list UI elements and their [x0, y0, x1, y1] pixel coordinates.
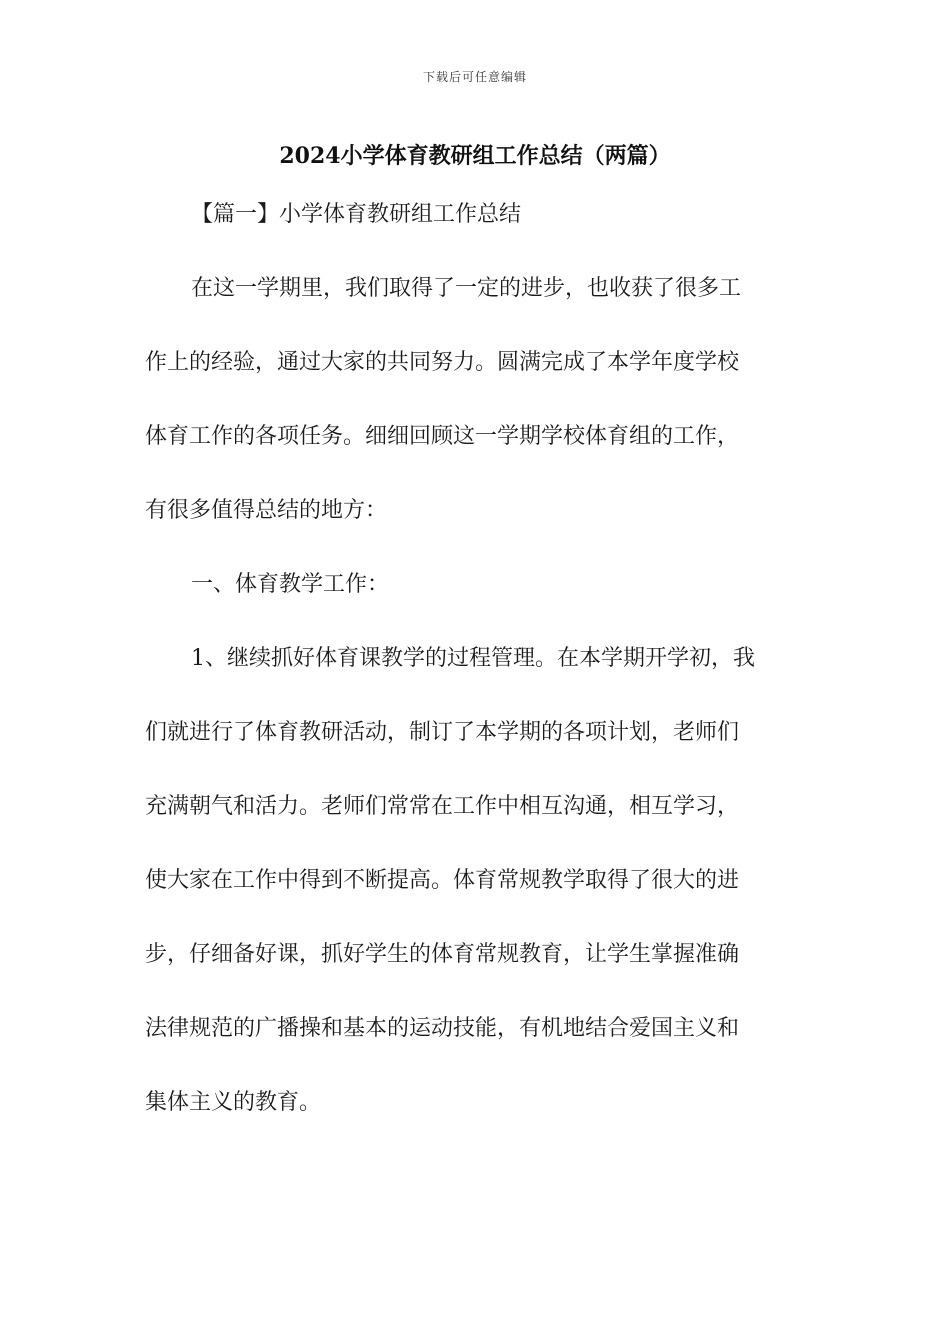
- paragraph-1-line-3: 体育工作的各项任务。细细回顾这一学期学校体育组的工作，: [145, 424, 740, 449]
- document-title: 2024小学体育教研组工作总结（两篇）: [279, 143, 671, 169]
- subheading-teaching-work: 一、体育教学工作：: [191, 572, 390, 597]
- paragraph-2-line-7: 集体主义的教育。: [145, 1090, 322, 1115]
- paragraph-2-line-1: 1、继续抓好体育课教学的过程管理。在本学期开学初，我: [191, 646, 755, 671]
- paragraph-2-line-4: 使大家在工作中得到不断提高。体育常规教学取得了很大的进: [145, 868, 740, 893]
- paragraph-2-line-3: 充满朝气和活力。老师们常常在工作中相互沟通，相互学习，: [145, 794, 740, 819]
- paragraph-1-line-4: 有很多值得总结的地方：: [145, 498, 388, 523]
- header-note: 下载后可任意编辑: [422, 70, 527, 84]
- section-heading: 【篇一】小学体育教研组工作总结: [191, 202, 522, 227]
- paragraph-2-line-5: 步，仔细备好课，抓好学生的体育常规教育，让学生掌握准确: [145, 942, 740, 967]
- paragraph-2-line-2: 们就进行了体育教研活动，制订了本学期的各项计划，老师们: [145, 720, 740, 745]
- paragraph-1-line-2: 作上的经验，通过大家的共同努力。圆满完成了本学年度学校: [145, 350, 740, 375]
- paragraph-1-line-1: 在这一学期里，我们取得了一定的进步，也收获了很多工: [191, 276, 742, 301]
- document-body: [145, 178, 805, 1140]
- paragraph-2-line-6: 法律规范的广播操和基本的运动技能，有机地结合爱国主义和: [145, 1016, 740, 1041]
